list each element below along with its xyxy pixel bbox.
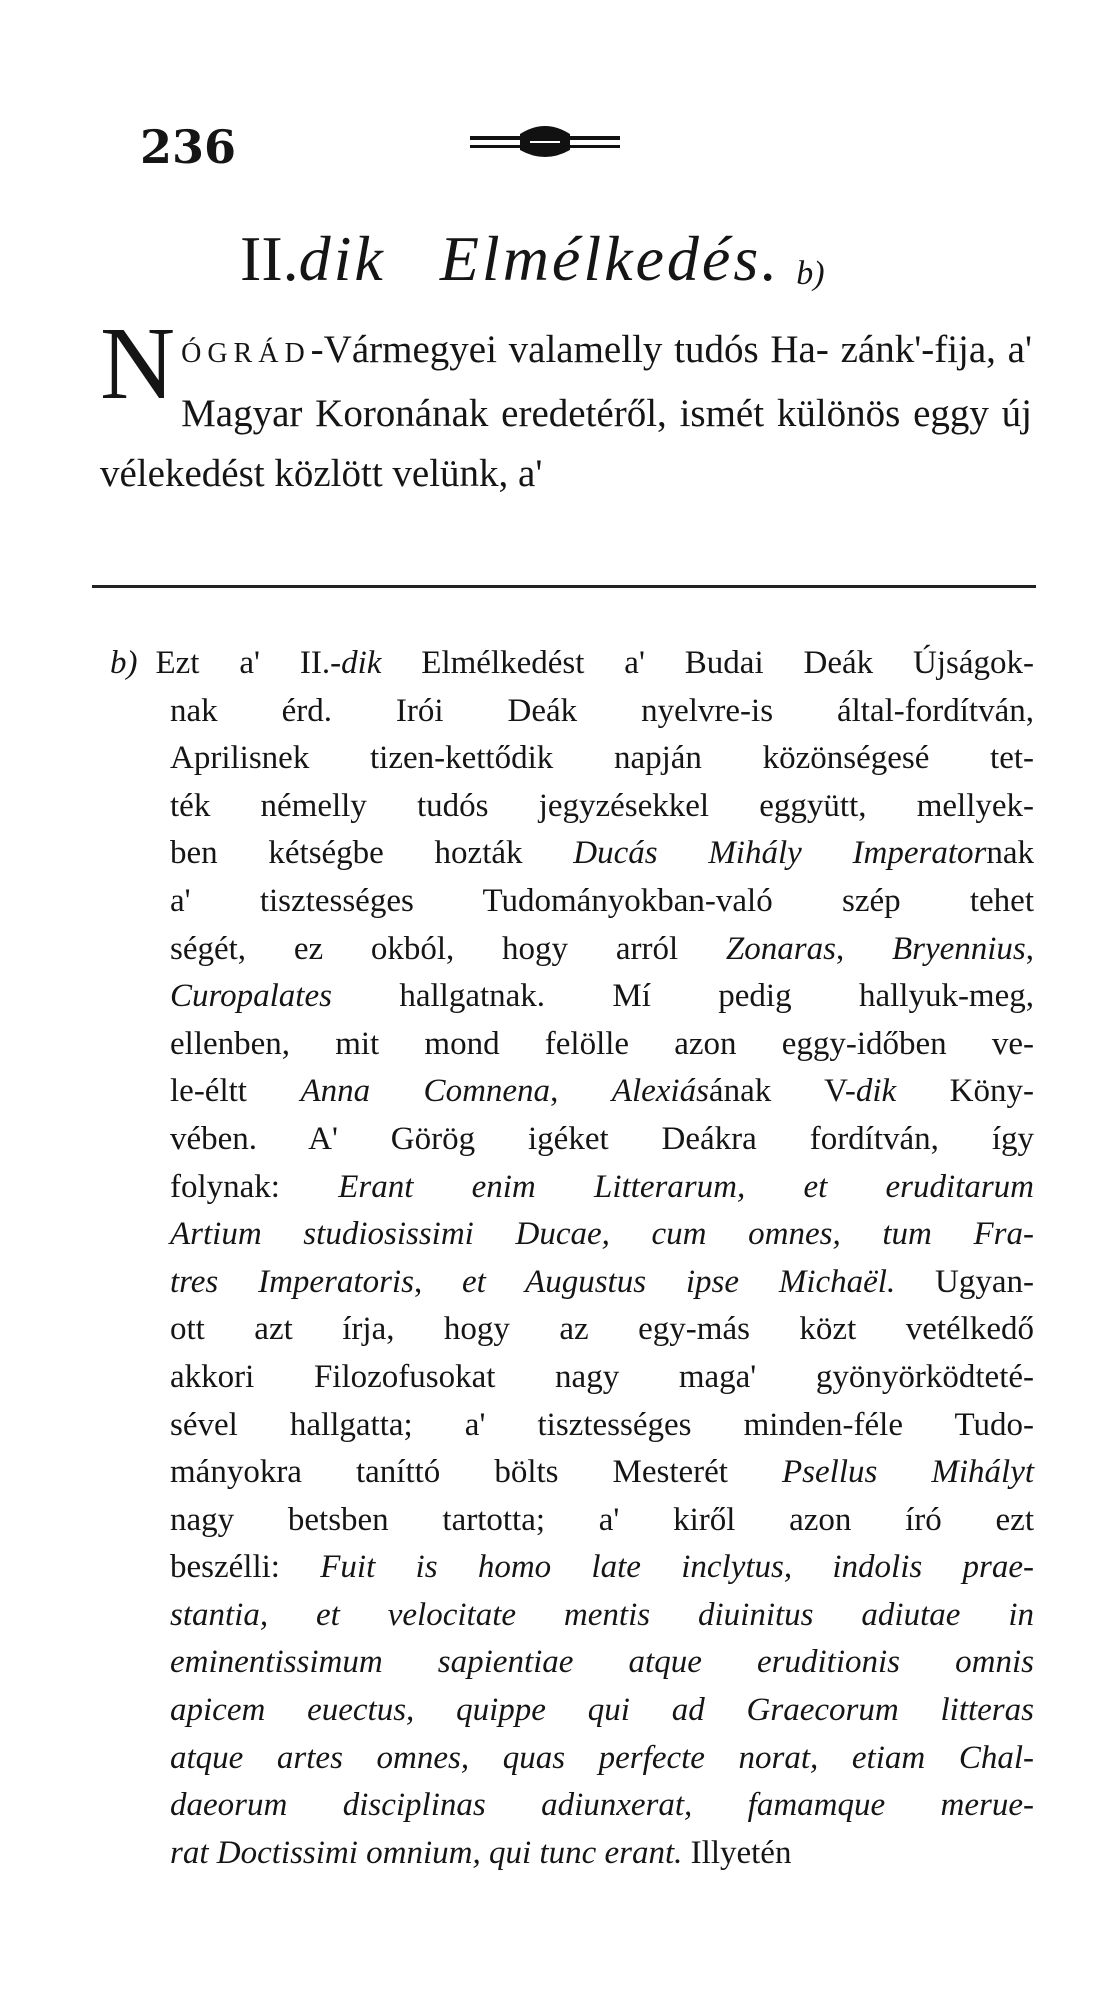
footnote-text: akkori Filozofusokat nagy maga' gyönyörködteté- [170,1358,1034,1395]
footnote-line [110,1402,1034,1450]
footnote-text: ték némelly tudós jegyzésekkel eggyütt, mellyek- [170,787,1034,824]
footnote-text: Aprilisnek tizen-kettődik napján közönségesé tet- [170,740,1034,777]
footnote-line [110,735,1034,783]
footnote-text: sével hallgatta; a' tisztességes minden-féle Tudo- [170,1406,1034,1443]
footnote-line [110,1782,1034,1830]
footnote-text: Zonaras [725,930,836,967]
footnote-text: apicem euectus, quippe qui ad Graecorum litteras [170,1692,1034,1729]
footnote-text: rat Doctissimi omnium, qui tunc erant. [170,1834,683,1871]
footnote [110,640,1034,1877]
footnote-text: tres Imperatoris [170,1263,414,1300]
footnote-line [110,926,1034,974]
footnote-line [110,1687,1034,1735]
footnote-text: Köny- [896,1073,1035,1110]
footnote-text: Illyetén [682,1834,792,1871]
small-caps-word: ÓGRÁD [181,338,311,369]
footnote-line [110,830,1034,878]
footnote-line [110,783,1034,831]
footnote-text: Elmélkedést a' Budai Deák Újságok- [381,645,1034,681]
footnote-line [110,1021,1034,1069]
footnote-text: Psellus Mihályt [782,1454,1035,1491]
footnote-text: Ducás Mihály Imperator [573,835,987,872]
footnote-text: ségét, ez okból, hogy arról [170,930,726,967]
footnote-text: dik [855,1073,897,1110]
footnote-text: , [835,930,892,967]
footnote-text: folynak: [170,1168,339,1205]
body-line-2: zánk'-fija, a' Magyar Koronának eredetéről, ismét [181,328,1032,435]
footnote-line [110,1068,1034,1116]
footnote-line [110,1306,1034,1354]
footnote-text: Artium studiosissimi Ducae, cum omnes, tum Fra- [170,1216,1034,1253]
footnote-line [110,688,1034,736]
footnote-text: vében. A' Görög igéket Deákra fordítván, így [170,1120,1034,1157]
footnote-text: nak [986,835,1034,872]
footnote-text: nak érd. Irói Deák nyelvre-is által-fordítván, [170,692,1034,729]
footnote-mark: b) [110,645,138,681]
footnote-line [110,1354,1034,1402]
footnote-text: Curopalates [170,978,332,1015]
footnote-text: dik [341,645,382,681]
footnote-text: et Augustus ipse Michaël. [462,1263,896,1300]
ornament-divider [470,120,620,164]
chapter-heading [240,222,960,296]
footnote-line [110,1211,1034,1259]
footnote-text: , [550,1073,612,1110]
footnote-line [110,1639,1034,1687]
footnote-line [110,640,1034,688]
footnote-line [110,1592,1034,1640]
footnote-line [110,878,1034,926]
footnote-text: le-éltt [170,1073,301,1110]
footnote-text: atque artes omnes, quas perfecte norat, etiam Chal- [170,1739,1034,1776]
drop-cap: N [100,306,176,421]
footnote-text: daeorum disciplinas adiunxerat, famamque merue- [170,1787,1034,1824]
footnote-line [110,973,1034,1021]
footnote-text: Fuit is homo late inclytus, indolis prae- [320,1549,1034,1586]
footnote-text: stantia, et velocitate mentis diuinitus adiutae in [170,1596,1034,1633]
footnote-text: beszélli: [170,1549,321,1586]
footnote-text: Anna Comnena [300,1073,551,1110]
footnote-separator [92,585,1036,588]
footnote-text: mányokra taníttó bölts Mesterét [170,1454,783,1491]
footnote-text: Ugyan- [895,1263,1035,1300]
footnote-text: nagy betsben tartotta; a' kiről azon író ezt [170,1501,1034,1538]
footnote-text: ott azt írja, hogy az egy-más közt vetélkedő [170,1311,1034,1348]
footnote-line [110,1116,1034,1164]
footnote-text: eminentissimum sapientiae atque eruditionis omnis [170,1644,1034,1681]
footnote-line [110,1735,1034,1783]
footnote-text: Alexiás [611,1073,709,1110]
footnote-line [110,1449,1034,1497]
footnote-line [110,1259,1034,1307]
footnote-text: ának V- [708,1073,856,1110]
footnote-line [110,1544,1034,1592]
footnote-text: ben kétségbe hozták [170,835,574,872]
footnote-text: Ezt a' II.- [155,645,342,681]
footnote-text: hallgatnak. Mí pedig hallyuk-meg, [331,978,1034,1015]
footnote-text: Bryennius [891,930,1026,967]
footnote-text: , [413,1263,463,1300]
heading-footnote-mark: b) [796,255,825,292]
footnote-text: a' tisztességes Tudományokban-való szép tehet [170,882,1034,919]
heading-suffix: dik [298,223,386,294]
body-paragraph [100,306,1032,504]
heading-title: Elmélkedés. [439,223,781,294]
page-number: 236 [140,120,237,174]
footnote-line [110,1164,1034,1212]
heading-numeral: II. [240,223,299,294]
footnote-text: ellenben, mit mond felölle azon eggy-időben ve- [170,1025,1034,1062]
body-line-1: -Vármegyei valamelly tudós Ha- [310,328,829,371]
footnote-text: , [1025,930,1035,967]
footnote-text: Erant enim Litterarum, et eruditarum [338,1168,1034,1205]
footnote-line [110,1830,1034,1878]
footnote-line [110,1497,1034,1545]
body-line-3: különös eggy új vélekedést közlött velünk, a' [100,392,1032,495]
